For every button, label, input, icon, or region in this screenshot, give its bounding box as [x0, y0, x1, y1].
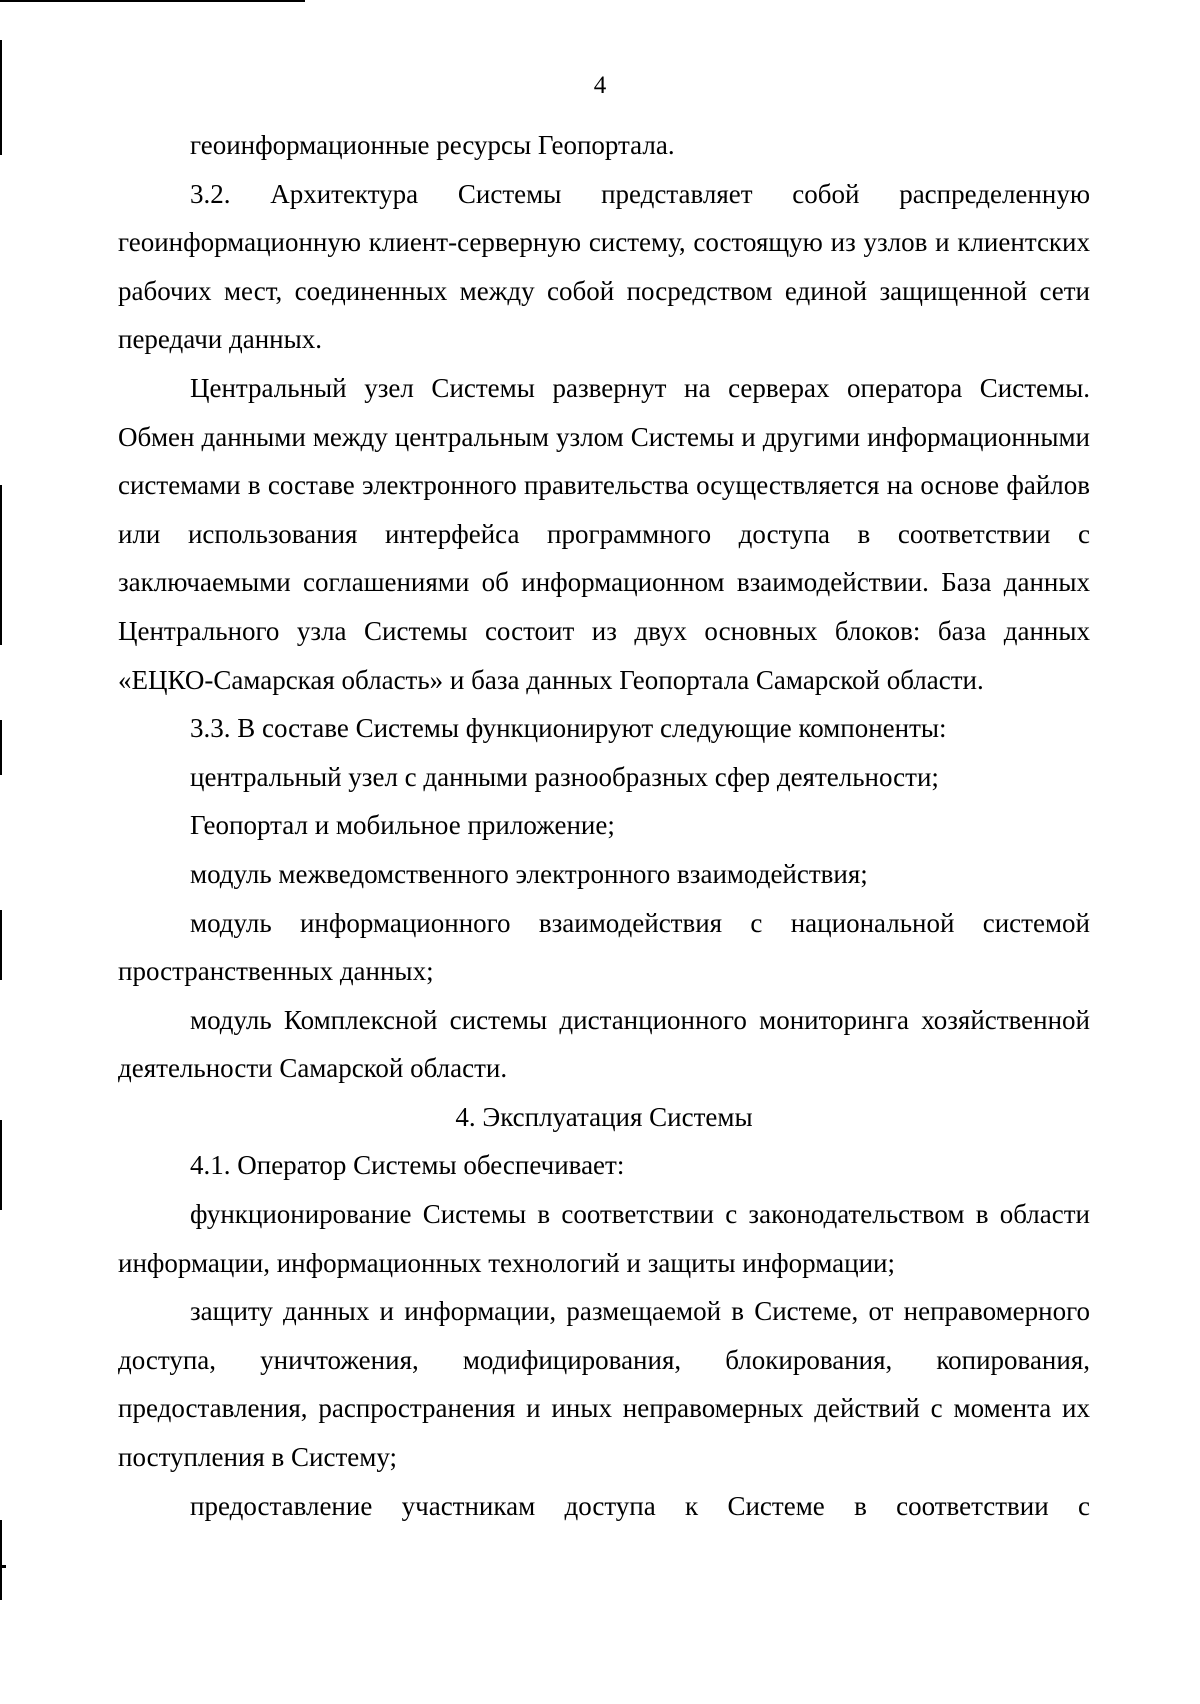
scan-edge-line-left-6 [0, 1520, 2, 1600]
paragraph-4-1-operator: 4.1. Оператор Системы обеспечивает: [190, 1150, 625, 1181]
scan-edge-line-left-3 [0, 720, 2, 775]
scan-edge-line-left-2 [0, 485, 2, 645]
list-item-interagency-module: модуль межведомственного электронного взаимодействия; [190, 858, 868, 889]
list-item-access-provision: предоставление участникам доступа к Системе в соответствии с [190, 1490, 1090, 1521]
scan-dot [2, 1565, 6, 1568]
section-heading-4-operation: 4. Эксплуатация Системы [455, 1101, 753, 1132]
paragraph-3-2-architecture: 3.2. Архитектура Системы представляет собой распределенную геоинформационную клиент-серверную систему, состоящую из узлов и клиентских рабочих мест, соединенных между собой посредством единой защищенной сети передачи данных. [118, 178, 1090, 355]
list-item-monitoring-module: модуль Комплексной системы дистанционного мониторинга хозяйственной деятельности Самарской области. [118, 1004, 1090, 1084]
paragraph-central-node: Центральный узел Системы развернут на серверах оператора Системы. Обмен данными между центральным узлом Системы и другими информационными системами в составе электронного правительства осуществляется на основе файлов или использования интерфейса программного доступа в соответствии с заключаемыми соглашениями об информационном взаимодействии. База данных Центрального узла Системы состоит из двух основных блоков: база данных «ЕЦКО-Самарская область» и база данных Геопортала Самарской области. [118, 372, 1090, 695]
scan-edge-line-left-4 [0, 910, 2, 980]
list-item-spatial-data-module: модуль информационного взаимодействия с национальной системой пространственных данных; [118, 907, 1090, 987]
scan-edge-line-top [0, 0, 305, 2]
page-number: 4 [593, 72, 607, 99]
list-item-data-protection: защиту данных и информации, размещаемой в Системе, от неправомерного доступа, уничтожения, модифицирования, блокирования, копирования, предоставления, распространения и иных неправомерных действий с момента их поступления в Систему; [118, 1296, 1090, 1473]
paragraph-geoportal-resources: геоинформационные ресурсы Геопортала. [190, 130, 675, 160]
paragraph-3-3-components: 3.3. В составе Системы функционируют следующие компоненты: [190, 713, 947, 744]
list-item-central-node: центральный узел с данными разнообразных сфер деятельности; [190, 761, 939, 792]
scan-edge-line-left-5 [0, 1120, 2, 1210]
list-item-geoportal-mobile: Геопортал и мобильное приложение; [190, 810, 615, 841]
list-item-functioning: функционирование Системы в соответствии с законодательством в области информации, информационных технологий и защиты информации; [118, 1199, 1090, 1278]
document-body [118, 121, 1090, 1530]
